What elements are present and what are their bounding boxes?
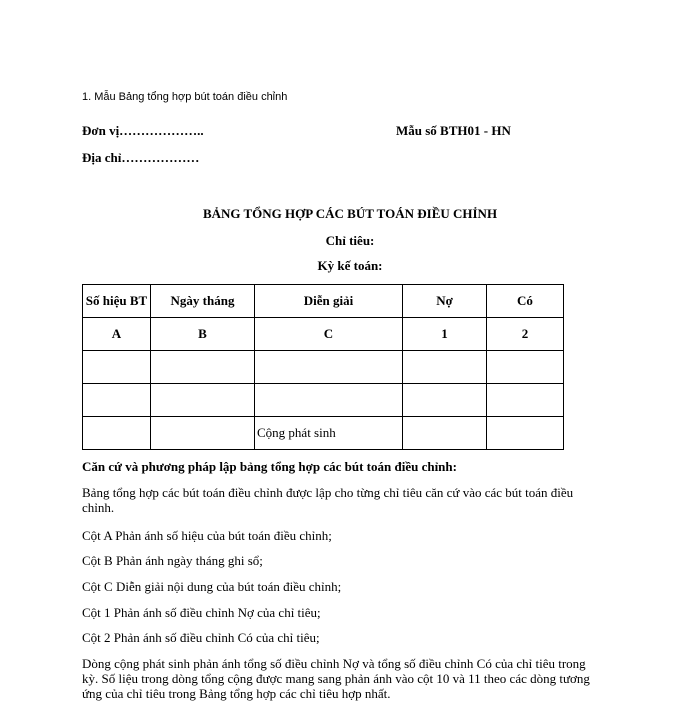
table-cell	[403, 417, 487, 450]
guide-paragraph: Cột C Diễn giải nội dung của bút toán điều chỉnh;	[82, 579, 342, 594]
table-cell	[255, 351, 403, 384]
section-heading: 1. Mẫu Bảng tổng hợp bút toán điều chỉnh	[82, 91, 288, 103]
table-cell	[403, 384, 487, 417]
guide-paragraph: Cột 1 Phản ánh số điều chỉnh Nợ của chỉ tiêu;	[82, 605, 321, 620]
header-cell: Nợ	[403, 285, 487, 318]
table-cell	[151, 351, 255, 384]
table-cell	[83, 417, 151, 450]
table-cell	[487, 384, 564, 417]
table-cell	[151, 417, 255, 450]
table-header-row	[83, 285, 564, 318]
adjustment-table	[82, 284, 564, 450]
table-cell	[487, 417, 564, 450]
table-cell	[151, 384, 255, 417]
code-cell: 1	[403, 318, 487, 351]
header-cell: Diễn giải	[255, 285, 403, 318]
table-cell	[83, 384, 151, 417]
unit-label: Đơn vị………………..	[82, 123, 204, 138]
total-label-cell: Cộng phát sinh	[255, 417, 403, 450]
table-cell	[255, 384, 403, 417]
guide-paragraph: Cột B Phản ánh ngày tháng ghi sổ;	[82, 553, 263, 568]
table-cell	[487, 351, 564, 384]
code-cell: C	[255, 318, 403, 351]
table-cell	[403, 351, 487, 384]
address-label: Địa chỉ………………	[82, 150, 200, 165]
guide-paragraph: Cột A Phản ánh số hiệu của bút toán điều chỉnh;	[82, 528, 332, 543]
guide-heading: Căn cứ và phương pháp lập bảng tổng hợp các bút toán điều chỉnh:	[82, 459, 457, 474]
guide-paragraph: Cột 2 Phản ánh số điều chỉnh Có của chỉ tiêu;	[82, 630, 320, 645]
header-cell: Ngày tháng	[151, 285, 255, 318]
table-code-row	[83, 318, 564, 351]
period-label: Kỳ kế toán:	[317, 258, 383, 273]
table-row	[83, 351, 564, 384]
table-row	[83, 384, 564, 417]
document-title: BẢNG TỔNG HỢP CÁC BÚT TOÁN ĐIỀU CHỈNH	[202, 206, 498, 221]
code-cell: 2	[487, 318, 564, 351]
guide-paragraph: Dòng cộng phát sinh phản ánh tổng số điều chỉnh Nợ và tổng số điều chỉnh Có của chỉ tiêu trong kỳ. Số liệu trong dòng tổng cộng được mang sang phản ánh vào cột 10 và 11 theo các dòng tương ứng của chỉ tiêu trong Bảng tổng hợp các chỉ tiêu hợp nhất.	[82, 656, 590, 701]
header-cell: Có	[487, 285, 564, 318]
table-cell	[83, 351, 151, 384]
header-cell: Số hiệu BT	[83, 285, 151, 318]
code-cell: A	[83, 318, 151, 351]
table-total-row	[83, 417, 564, 450]
indicator-label: Chỉ tiêu:	[325, 233, 375, 248]
guide-paragraph: Bảng tổng hợp các bút toán điều chỉnh được lập cho từng chỉ tiêu căn cứ vào các bút toán điều chỉnh.	[82, 485, 574, 515]
form-code: Mẫu số BTH01 - HN	[396, 123, 511, 138]
code-cell: B	[151, 318, 255, 351]
